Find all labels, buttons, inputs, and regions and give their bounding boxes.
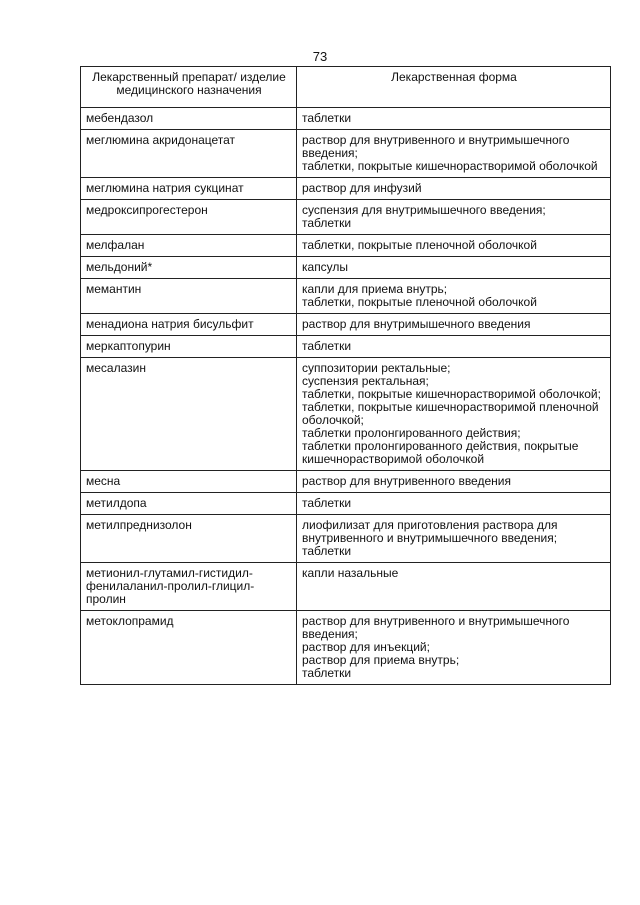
drug-name-cell — [81, 279, 297, 314]
drug-name: метоклопрамид — [86, 614, 174, 628]
drug-name: медроксипрогестерон — [86, 203, 208, 217]
drug-table — [80, 66, 611, 685]
drug-name-cell — [81, 471, 297, 493]
table-row — [81, 611, 611, 685]
drug-name-cell — [81, 178, 297, 200]
dosage-form: таблетки — [302, 339, 352, 353]
drug-name: менадиона натрия бисульфит — [86, 317, 254, 331]
table-row — [81, 235, 611, 257]
header-form: Лекарственная форма — [297, 67, 611, 108]
drug-name-cell — [81, 108, 297, 130]
dosage-form-cell — [297, 611, 611, 685]
dosage-form: лиофилизат для приготовления раствора для внутривенного и внутримышечного введения; — [302, 518, 561, 545]
drug-name: мельдоний* — [86, 260, 153, 274]
drug-name-cell — [81, 130, 297, 178]
dosage-form-cell — [297, 235, 611, 257]
drug-name-cell — [81, 493, 297, 515]
drug-name: метилдопа — [86, 496, 147, 510]
drug-name-cell — [81, 257, 297, 279]
dosage-form: таблетки пролонгированного действия; — [302, 426, 521, 440]
drug-name-cell — [81, 235, 297, 257]
dosage-form: таблетки — [302, 544, 352, 558]
dosage-form: раствор для инфузий — [302, 181, 422, 195]
table-row — [81, 130, 611, 178]
dosage-form: таблетки пролонгированного действия, покрытые кишечнорастворимой оболочкой — [302, 439, 582, 466]
dosage-form: таблетки — [302, 666, 352, 680]
dosage-form-cell — [297, 178, 611, 200]
drug-name: меглюмина натрия сукцинат — [86, 181, 244, 195]
dosage-form: таблетки, покрытые пленочной оболочкой — [302, 295, 537, 309]
dosage-form: таблетки — [302, 216, 352, 230]
dosage-form: суспензия ректальная; — [302, 374, 429, 388]
dosage-form: таблетки, покрытые пленочной оболочкой — [302, 238, 537, 252]
table-row — [81, 314, 611, 336]
dosage-form-cell — [297, 314, 611, 336]
drug-name: месалазин — [86, 361, 146, 375]
dosage-form: капсулы — [302, 260, 349, 274]
dosage-form: раствор для инъекций; — [302, 640, 430, 654]
dosage-form: таблетки, покрытые кишечнорастворимой оболочкой — [302, 159, 598, 173]
drug-name-cell — [81, 515, 297, 563]
table-row — [81, 178, 611, 200]
drug-name: месна — [86, 474, 121, 488]
dosage-form-cell — [297, 336, 611, 358]
dosage-form-cell — [297, 515, 611, 563]
dosage-form-cell — [297, 471, 611, 493]
dosage-form: таблетки, покрытые кишечнорастворимой оболочкой; — [302, 387, 601, 401]
table-row — [81, 493, 611, 515]
dosage-form-cell — [297, 200, 611, 235]
drug-name-cell — [81, 358, 297, 471]
table-row — [81, 336, 611, 358]
dosage-form-cell — [297, 563, 611, 611]
dosage-form: раствор для приема внутрь; — [302, 653, 460, 667]
dosage-form-cell — [297, 358, 611, 471]
table-row — [81, 471, 611, 493]
table-row — [81, 108, 611, 130]
dosage-form: суппозитории ректальные; — [302, 361, 451, 375]
dosage-form: капли назальные — [302, 566, 399, 580]
table-row — [81, 515, 611, 563]
drug-name: метилпреднизолон — [86, 518, 192, 532]
dosage-form: таблетки, покрытые кишечнорастворимой пленочной оболочкой; — [302, 400, 602, 427]
dosage-form-cell — [297, 279, 611, 314]
drug-name-cell — [81, 200, 297, 235]
table-row — [81, 257, 611, 279]
dosage-form: таблетки — [302, 496, 352, 510]
table-row — [81, 563, 611, 611]
dosage-form: раствор для внутривенного и внутримышечного введения; — [302, 133, 573, 160]
dosage-form-cell — [297, 130, 611, 178]
drug-name-cell — [81, 314, 297, 336]
dosage-form: раствор для внутривенного и внутримышечного введения; — [302, 614, 573, 641]
drug-name: метионил-глутамил-гистидил-фенилаланил-пролил-глицил-пролин — [86, 566, 255, 606]
dosage-form-cell — [297, 493, 611, 515]
table-body — [81, 108, 611, 685]
dosage-form: капли для приема внутрь; — [302, 282, 448, 296]
table-row — [81, 279, 611, 314]
drug-name-cell — [81, 563, 297, 611]
drug-name: мемантин — [86, 282, 142, 296]
dosage-form: раствор для внутривенного введения — [302, 474, 511, 488]
drug-name: мебендазол — [86, 111, 154, 125]
page-number: 73 — [312, 49, 328, 64]
header-drug: Лекарственный препарат/ изделие медицинского назначения — [81, 67, 297, 108]
drug-name-cell — [81, 336, 297, 358]
drug-name: меглюмина акридонацетат — [86, 133, 236, 147]
dosage-form: суспензия для внутримышечного введения; — [302, 203, 546, 217]
dosage-form: таблетки — [302, 111, 352, 125]
dosage-form: раствор для внутримышечного введения — [302, 317, 531, 331]
drug-name: мелфалан — [86, 238, 145, 252]
table-row — [81, 200, 611, 235]
header-row — [81, 67, 611, 108]
dosage-form-cell — [297, 257, 611, 279]
drug-name: меркаптопурин — [86, 339, 171, 353]
drug-name-cell — [81, 611, 297, 685]
dosage-form-cell — [297, 108, 611, 130]
table-row — [81, 358, 611, 471]
